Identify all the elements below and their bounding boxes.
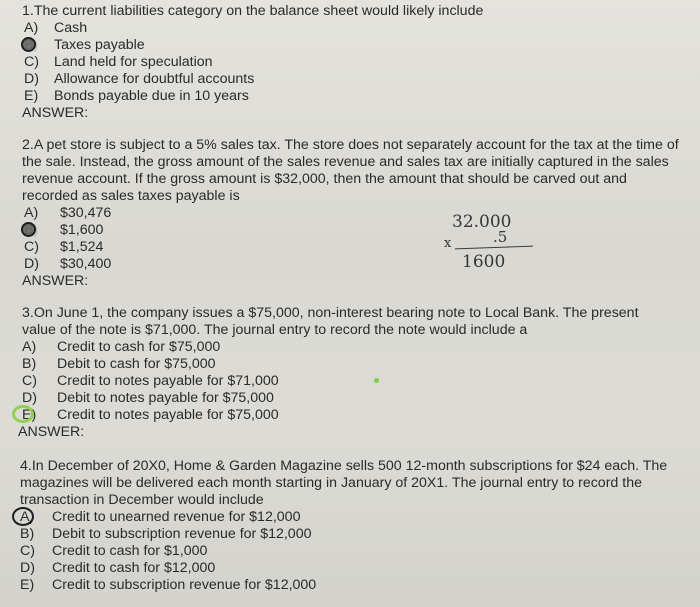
q2-option-letter: A) <box>24 205 39 221</box>
q2-option-text: $1,524 <box>60 239 104 255</box>
q3-option-c <box>22 373 692 390</box>
q3-answer-label: ANSWER: <box>18 424 85 440</box>
q3-option-text: Credit to notes payable for $75,000 <box>57 407 279 423</box>
question-4-stem: 4.In December of 20X0, Home & Garden Magazine sells 500 12-month subscriptions for $24 each. The magazines will be delivered each month starting in January of 20X1. The journal entry to record the transaction in December would include <box>20 458 668 508</box>
q3-option-text: Debit to cash for $75,000 <box>57 356 216 372</box>
question-3 <box>18 305 692 441</box>
q4-option-letter: D) <box>20 560 35 576</box>
q1-option-a <box>22 20 692 37</box>
q3-option-letter: C) <box>22 373 37 389</box>
q4-option-letter: C) <box>20 543 35 559</box>
q1-option-e <box>22 88 692 105</box>
q3-option-text: Credit to notes payable for $71,000 <box>57 373 279 389</box>
q1-option-b <box>22 37 692 54</box>
question-2 <box>22 137 692 290</box>
q3-option-letter <box>22 407 57 424</box>
q3-option-e <box>22 407 692 424</box>
q4-option-text: Credit to cash for $1,000 <box>52 543 208 559</box>
q2-option-text: $1,600 <box>60 222 104 238</box>
q4-option-c <box>20 543 690 560</box>
question-2-stem: 2.A pet store is subject to a 5% sales tax. The store does not separately account for the tax at the time of the sale. Instead, the gross amount of the sales revenue and sales tax are initially captured in the sales revenue account. If the gross amount is $32,000, then the amount that should be carved out and recorded as sales taxes payable is <box>22 137 679 204</box>
q1-option-text: Cash <box>54 20 88 36</box>
q1-answer-label: ANSWER: <box>22 105 89 121</box>
q4-option-b <box>20 526 690 543</box>
q1-option-c <box>22 54 692 71</box>
handwritten-result: 1600 <box>462 252 506 272</box>
q2-option-b <box>22 222 692 239</box>
question-3-stem: 3.On June 1, the company issues a $75,000, non-interest bearing note to Local Bank. The present value of the note is $71,000. The journal entry to record the note would include a <box>22 305 639 338</box>
q4-option-text: Credit to cash for $12,000 <box>52 560 216 576</box>
q1-option-text: Taxes payable <box>54 37 145 53</box>
q1-option-letter: E) <box>24 88 39 104</box>
q2-option-text: $30,476 <box>60 205 112 221</box>
q3-option-b <box>22 356 692 373</box>
selected-answer-mark <box>12 405 37 423</box>
q2-option-letter-text: B) <box>24 222 39 238</box>
q4-option-a <box>20 509 690 526</box>
q3-option-letter: D) <box>22 390 37 406</box>
q2-option-d <box>22 256 692 273</box>
q1-option-letter: D) <box>24 71 39 87</box>
question-4 <box>20 458 690 594</box>
q2-option-text: $30,400 <box>60 256 112 272</box>
q1-option-letter-text: B) <box>24 37 39 53</box>
question-1-stem: 1.The current liabilities category on the balance sheet would likely include <box>22 3 484 19</box>
selected-answer-mark <box>12 507 34 526</box>
q4-option-letter <box>20 509 52 526</box>
q1-option-letter: A) <box>24 20 39 36</box>
q3-option-a <box>22 339 692 356</box>
handwritten-multiplier: .5 <box>493 228 508 246</box>
q2-option-letter: C) <box>24 239 39 255</box>
q4-option-letter: E) <box>20 577 35 593</box>
q1-option-text: Allowance for doubtful accounts <box>54 71 255 87</box>
q3-option-text: Credit to cash for $75,000 <box>57 339 221 355</box>
q2-option-letter: D) <box>24 256 39 272</box>
handwritten-multiplicand: 32.000 <box>452 212 512 232</box>
q1-option-letter: C) <box>24 54 39 70</box>
q1-option-letter <box>24 37 54 54</box>
q4-option-letter: B) <box>20 526 35 542</box>
q1-option-text: Land held for speculation <box>54 54 213 70</box>
q3-option-letter: B) <box>22 356 37 372</box>
q3-option-letter-text: E) <box>22 407 37 423</box>
handwritten-times-sign: x <box>444 236 452 251</box>
q4-option-text: Debit to subscription revenue for $12,000 <box>52 526 312 542</box>
q2-option-c <box>22 239 692 256</box>
q4-option-letter-text: A) <box>20 509 35 525</box>
q4-option-d <box>20 560 690 577</box>
q3-option-letter: A) <box>22 339 37 355</box>
q4-option-e <box>20 577 690 594</box>
green-ink-dot <box>374 378 379 383</box>
q4-option-text: Credit to unearned revenue for $12,000 <box>52 509 301 525</box>
question-1 <box>22 3 692 122</box>
q2-option-letter <box>24 222 60 239</box>
q4-option-text: Credit to subscription revenue for $12,000 <box>52 577 317 593</box>
q3-option-d <box>22 390 692 407</box>
q2-answer-label: ANSWER: <box>22 273 89 289</box>
q1-option-text: Bonds payable due in 10 years <box>54 88 249 104</box>
q1-option-d <box>22 71 692 88</box>
q2-option-a <box>22 205 692 222</box>
q3-option-text: Debit to notes payable for $75,000 <box>57 390 274 406</box>
